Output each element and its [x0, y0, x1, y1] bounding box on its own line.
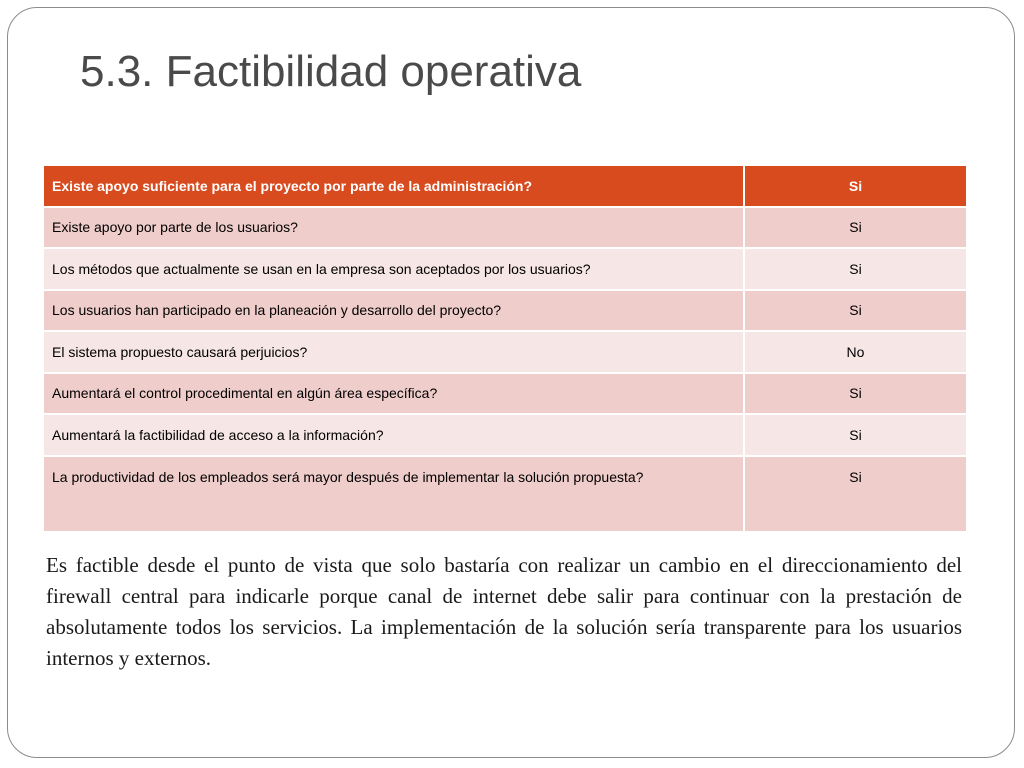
- row-question: Los métodos que actualmente se usan en la empresa son aceptados por los usuarios?: [44, 249, 745, 291]
- table-header-row: [44, 166, 966, 208]
- table-row: [44, 332, 966, 374]
- table-header-question: Existe apoyo suficiente para el proyecto por parte de la administración?: [44, 166, 745, 208]
- row-question: Los usuarios han participado en la planeación y desarrollo del proyecto?: [44, 291, 745, 333]
- table-row: [44, 457, 966, 531]
- row-answer: Si: [745, 374, 966, 416]
- feasibility-table-container: [44, 166, 966, 531]
- table-header-answer: Si: [745, 166, 966, 208]
- feasibility-table: [44, 166, 966, 531]
- table-row: [44, 249, 966, 291]
- row-answer: Si: [745, 291, 966, 333]
- row-answer: No: [745, 332, 966, 374]
- row-answer: Si: [745, 415, 966, 457]
- slide-title: 5.3. Factibilidad operativa: [80, 47, 582, 96]
- row-answer: Si: [745, 208, 966, 250]
- row-question: Existe apoyo por parte de los usuarios?: [44, 208, 745, 250]
- table-row: [44, 374, 966, 416]
- row-question: El sistema propuesto causará perjuicios?: [44, 332, 745, 374]
- row-question: Aumentará la factibilidad de acceso a la información?: [44, 415, 745, 457]
- table-row: [44, 291, 966, 333]
- table-row: [44, 208, 966, 250]
- row-question: Aumentará el control procedimental en algún área específica?: [44, 374, 745, 416]
- row-answer: Si: [745, 249, 966, 291]
- row-question: La productividad de los empleados será mayor después de implementar la solución propuesta?: [44, 457, 745, 531]
- table-row: [44, 415, 966, 457]
- row-answer: Si: [745, 457, 966, 531]
- conclusion-paragraph: Es factible desde el punto de vista que solo bastaría con realizar un cambio en el direccionamiento del firewall central para indicarle porque canal de internet debe salir para continuar con la prestación de absolutamente todos los servicios. La implementación de la solución sería transparente para los usuarios internos y externos.: [46, 553, 962, 670]
